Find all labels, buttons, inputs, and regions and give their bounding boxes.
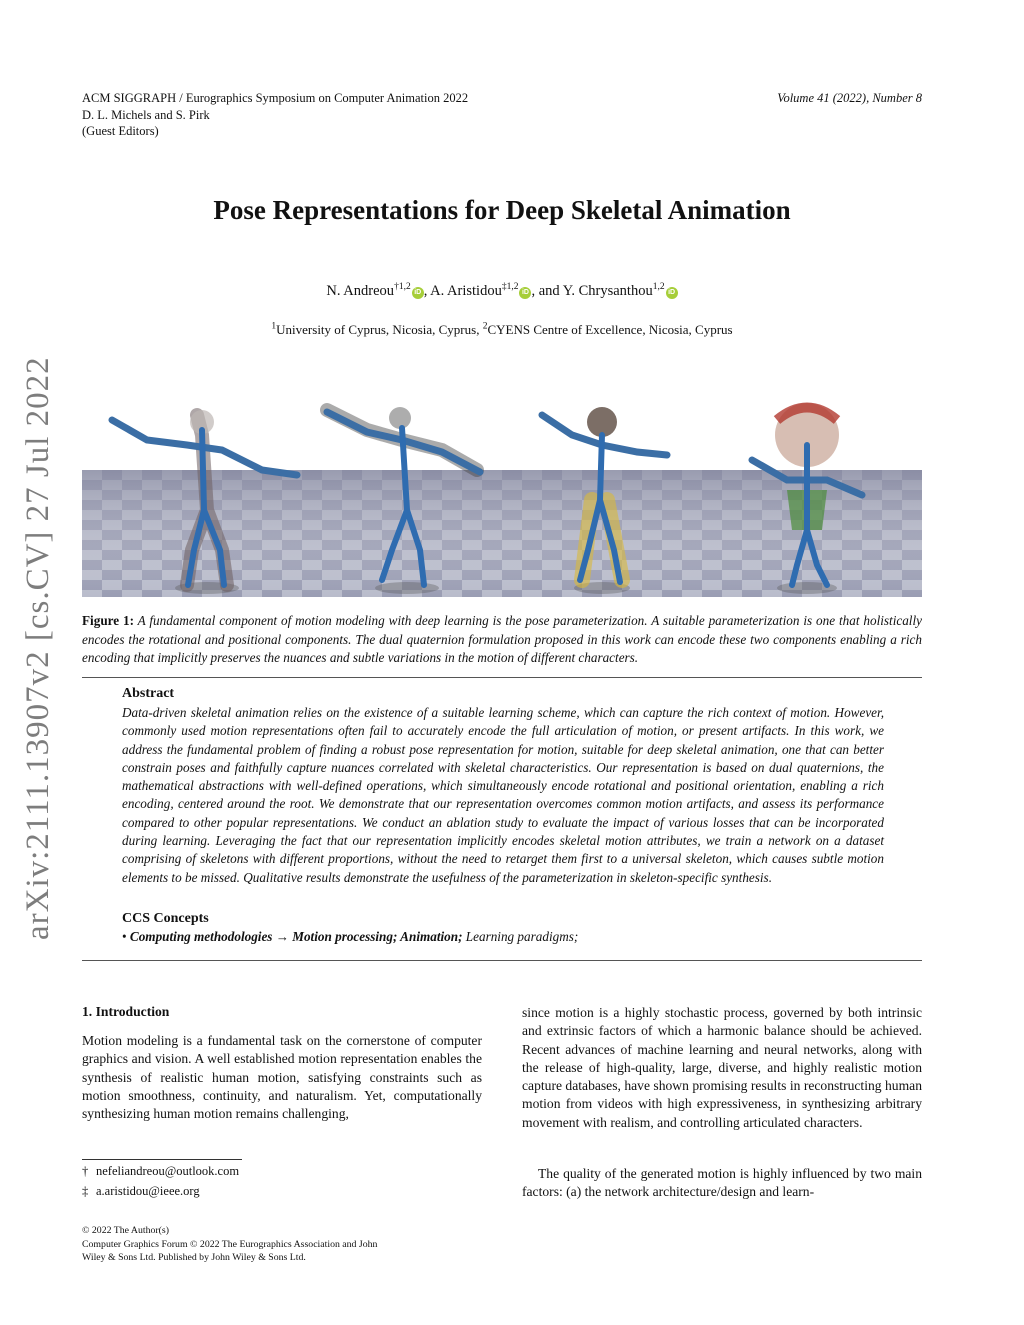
footnote-email[interactable]: a.aristidou@ieee.org (96, 1184, 200, 1198)
affil-mark: 1 (271, 321, 277, 332)
abstract-text: Data-driven skeletal animation relies on the existence of a suitable learning scheme, which can capture the rich context of motion. However, commonly used motion representations often fail to accurately encode the full articulation of motion, or present artifacts. In this work, we address the fundamental problem of finding a robust pose representation for motion, suitable for deep skeletal animation, one that can better constrain poses and faithfully capture nuances correlated with skeletal characteristics. Our representation is based on dual quaternions, the mathematical abstractions with well-defined operations, which simultaneously encode rotational and positional orientation, enabling a rich encoding, centered around the root. We demonstrate that our representation overcomes common motion artifacts, and assess its performance compared to other popular representations. We conduct an ablation study to evaluate the impact of various losses that can be incorporated during learning. Leveraging the fact that our representation implicitly encodes skeletal motion attributes, we train a network on a dataset comprising of skeletons with different proportions, without the need to retarget them first to a universal skeleton, which causes subtle motion elements to be missed. Qualitative results demonstrate the usefulness of the parameterization in skeleton-specific synthesis. (122, 705, 884, 885)
intro-column-1: Motion modeling is a fundamental task on the cornerstone of computer graphics and vision. A well established motion representation enables the synthesis of realistic human motion, satisfying constraints such as motion smoothness, continuity, and naturalism. Yet, computationally synthesizing human motion remains challenging, (82, 1033, 482, 1122)
author-affil-mark: ‡1,2 (501, 282, 519, 293)
affil-mark: 2 (482, 321, 488, 332)
affil-text: CYENS Centre of Excellence, Nicosia, Cyprus (487, 322, 733, 337)
ccs-category: Computing methodologies (129, 929, 273, 944)
author-list (0, 283, 1004, 300)
figure-caption-text: A fundamental component of motion modeling with deep learning is the pose parameterization. A suitable parameterization is one that holistically encodes the rotational and positional components. The dual quaternion formulation proposed in this work can encode these two components enabling a rich encoding that implicitly preserves the nuances and subtle variations in the motion of different characters. (82, 613, 922, 665)
volume-number: (2022), Number 8 (829, 91, 922, 105)
arxiv-stamp[interactable]: arXiv:2111.13907v2 [cs.CV] 27 Jul 2022 (20, 356, 56, 940)
running-header-left (82, 90, 468, 140)
orcid-icon[interactable]: iD (666, 287, 678, 299)
intro-column-2: since motion is a highly stochastic process, governed by both intrinsic and extrinsic factors of which a harmonic balance should be achieved. Recent advances of machine learning and neural networks, along with the release of high-quality, large, diverse, and highly realistic motion capture databases, have shown promising results in reconstructing human motion from videos with high expressiveness, in synthesizing arbitrary movement with realism, and controlling articulated characters. (522, 1005, 922, 1130)
ccs-heading: CCS Concepts (122, 911, 209, 926)
author-affil-mark: 1,2 (652, 282, 665, 293)
author-separator: , (423, 283, 431, 299)
figure-label: Figure 1: (82, 613, 134, 628)
copyright-notice (82, 1224, 402, 1265)
intro-column-2-paragraph-2: The quality of the generated motion is highly influenced by two main factors: (a) the network architecture/design and learn- (522, 1166, 922, 1200)
orcid-icon[interactable]: iD (412, 287, 424, 299)
footnote (82, 1164, 239, 1179)
abstract-bottom-rule (82, 960, 922, 961)
footnote-email[interactable]: nefeliandreou@outlook.com (96, 1164, 240, 1178)
ccs-terms: Motion processing; Animation; (292, 929, 463, 944)
volume-label: Volume 41 (777, 91, 830, 105)
ccs-bullet: • (122, 929, 130, 944)
ccs-extra: Learning paradigms; (462, 929, 579, 944)
orcid-icon[interactable]: iD (519, 287, 531, 299)
copyright-line: Computer Graphics Forum © 2022 The Eurographics Association and John (82, 1238, 378, 1250)
paper-title: Pose Representations for Deep Skeletal Animation (213, 195, 791, 225)
footnote-rule (82, 1159, 242, 1160)
figure-caption (82, 612, 922, 668)
editors-line: D. L. Michels and S. Pirk (82, 107, 210, 122)
copyright-line: © 2022 The Author(s) (82, 1225, 169, 1236)
footnote-mark: ‡ (82, 1184, 89, 1198)
abstract-heading: Abstract (122, 686, 175, 701)
copyright-line: Wiley & Sons Ltd. Published by John Wiley & Sons Ltd. (82, 1252, 306, 1263)
teaser-figure (82, 400, 922, 600)
ccs-arrow: → (272, 929, 293, 944)
guest-editors-line: (Guest Editors) (82, 124, 159, 138)
author-name: Y. Chrysanthou (562, 283, 653, 299)
ccs-concepts (122, 929, 578, 945)
author-name: A. Aristidou (430, 283, 502, 299)
section-heading-introduction: 1. Introduction (82, 1004, 170, 1019)
footnote-mark: † (82, 1164, 89, 1178)
running-header-right (777, 90, 922, 107)
footnote (82, 1184, 200, 1199)
venue-line: ACM SIGGRAPH / Eurographics Symposium on Computer Animation 2022 (82, 91, 469, 105)
author-affil-mark: †1,2 (394, 282, 411, 293)
affil-text: University of Cyprus, Nicosia, Cyprus, (276, 322, 483, 337)
author-name: N. Andreou (326, 283, 395, 299)
abstract-top-rule (82, 677, 922, 678)
affiliations (0, 322, 1004, 338)
author-separator: , and (531, 283, 563, 299)
